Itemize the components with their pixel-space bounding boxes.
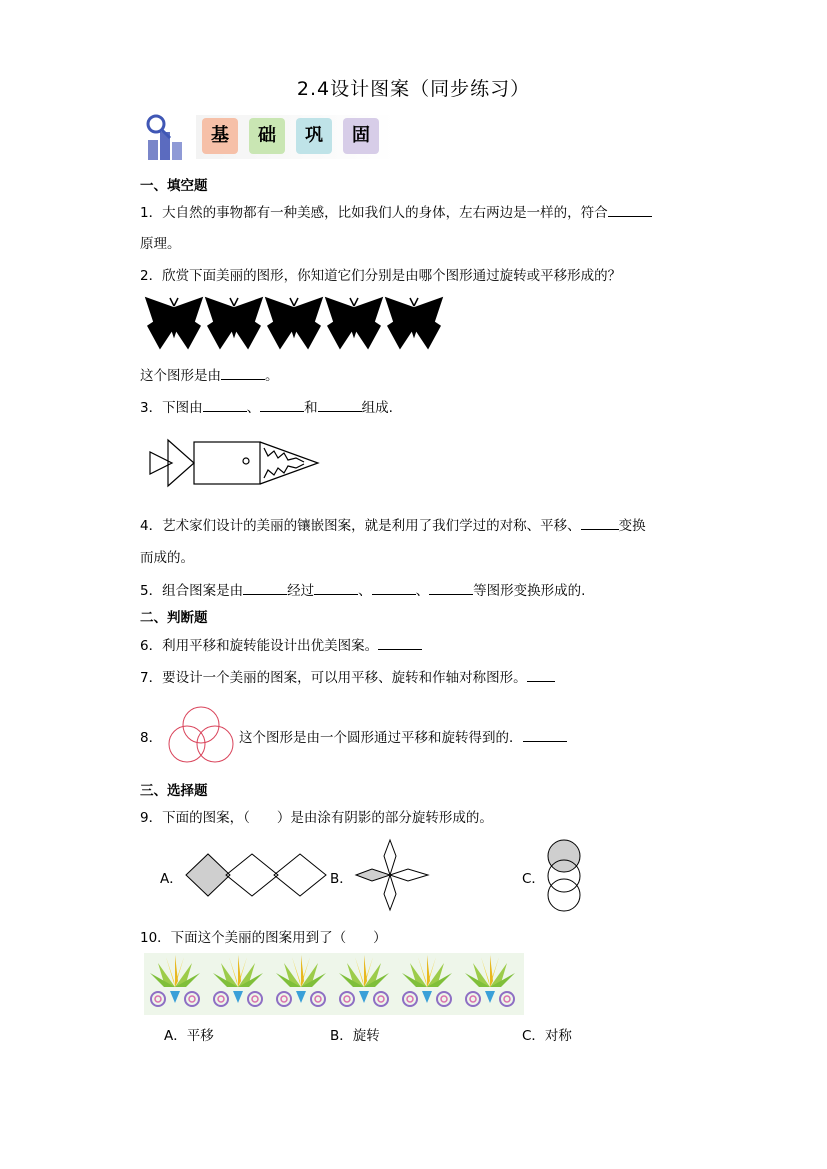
flower-border-figure <box>144 953 524 1015</box>
option-a-diamonds-figure[interactable] <box>184 852 330 898</box>
question-9-option-c-label[interactable]: C． <box>522 871 545 887</box>
answer-blank[interactable] <box>378 635 422 650</box>
question-1 <box>140 201 652 221</box>
three-circles-figure <box>164 704 238 766</box>
question-4-line2: 而成的。 <box>140 550 194 566</box>
fish-figure <box>148 438 320 488</box>
question-9-option-a-label[interactable]: A． <box>160 871 183 887</box>
question-7-text: 7．要设计一个美丽的图案，可以用平移、旋转和作轴对称图形。 <box>140 670 527 686</box>
question-2-answer-suffix: 。 <box>265 368 279 384</box>
question-8 <box>239 726 567 746</box>
question-4-text: 4．艺术家们设计的美丽的镶嵌图案，就是利用了我们学过的对称、平移、 <box>140 518 581 534</box>
answer-blank[interactable] <box>318 397 362 412</box>
question-8-number: 8． <box>140 730 163 746</box>
banner-tile-3: 巩 <box>296 118 332 154</box>
question-10-option-c[interactable]: C．对称 <box>522 1028 572 1044</box>
option-b-star-figure[interactable] <box>354 838 430 912</box>
banner-tile-4: 固 <box>343 118 379 154</box>
question-3 <box>140 396 393 416</box>
question-10-option-b[interactable]: B．旋转 <box>330 1028 380 1044</box>
banner-icon <box>140 112 190 164</box>
question-1-line2: 原理。 <box>140 236 181 252</box>
section-heading-choice: 三、选择题 <box>140 783 208 799</box>
question-9-option-b-label[interactable]: B． <box>330 871 353 887</box>
question-9: 9．下面的图案，（ ）是由涂有阴影的部分旋转形成的。 <box>140 810 493 826</box>
question-5-sep: 、 <box>358 583 372 599</box>
question-3-sep: 和 <box>304 400 318 416</box>
question-6 <box>140 634 422 654</box>
butterfly-row-figure <box>144 296 444 350</box>
question-4-text-end: 变换 <box>618 518 646 534</box>
question-3-end: 组成. <box>361 400 393 416</box>
answer-blank[interactable] <box>203 397 247 412</box>
question-10-option-a[interactable]: A．平移 <box>164 1028 214 1044</box>
question-5 <box>140 579 585 599</box>
question-3-sep: 、 <box>246 400 261 416</box>
answer-blank[interactable] <box>243 580 287 595</box>
section-heading-true-false: 二、判断题 <box>140 610 208 626</box>
answer-blank[interactable] <box>221 365 265 380</box>
answer-blank[interactable] <box>314 580 358 595</box>
question-8-text: 这个图形是由一个圆形通过平移和旋转得到的． <box>239 730 523 746</box>
question-2-answer-prefix: 这个图形是由 <box>140 368 221 384</box>
question-4 <box>140 514 646 534</box>
answer-blank[interactable] <box>260 397 304 412</box>
answer-blank[interactable] <box>523 727 567 742</box>
question-2-answer <box>140 364 279 384</box>
banner-tile-2: 础 <box>249 118 285 154</box>
question-2: 2．欣赏下面美丽的图形，你知道它们分别是由哪个图形通过旋转或平移形成的？ <box>140 268 622 284</box>
page-title: 2.4设计图案（同步练习） <box>296 78 531 100</box>
question-5-sep: 经过 <box>287 583 315 599</box>
question-1-text: 1．大自然的事物都有一种美感，比如我们人的身体，左右两边是一样的，符合 <box>140 205 608 221</box>
question-5-end: 等图形变换形成的. <box>473 583 586 599</box>
option-c-circles-figure[interactable] <box>544 838 584 914</box>
question-7 <box>140 666 555 686</box>
answer-blank[interactable] <box>581 515 619 530</box>
section-heading-fill-blank: 一、填空题 <box>140 178 208 194</box>
question-5-sep: 、 <box>415 583 430 599</box>
answer-blank[interactable] <box>372 580 416 595</box>
question-3-text: 3．下图由 <box>140 400 203 416</box>
question-6-text: 6．利用平移和旋转能设计出优美图案。 <box>140 638 379 654</box>
question-10: 10．下面这个美丽的图案用到了（ ） <box>140 930 387 946</box>
answer-blank[interactable] <box>608 202 652 217</box>
answer-blank[interactable] <box>527 667 555 682</box>
banner-tile-1: 基 <box>202 118 238 154</box>
answer-blank[interactable] <box>429 580 473 595</box>
question-5-text: 5．组合图案是由 <box>140 583 244 599</box>
